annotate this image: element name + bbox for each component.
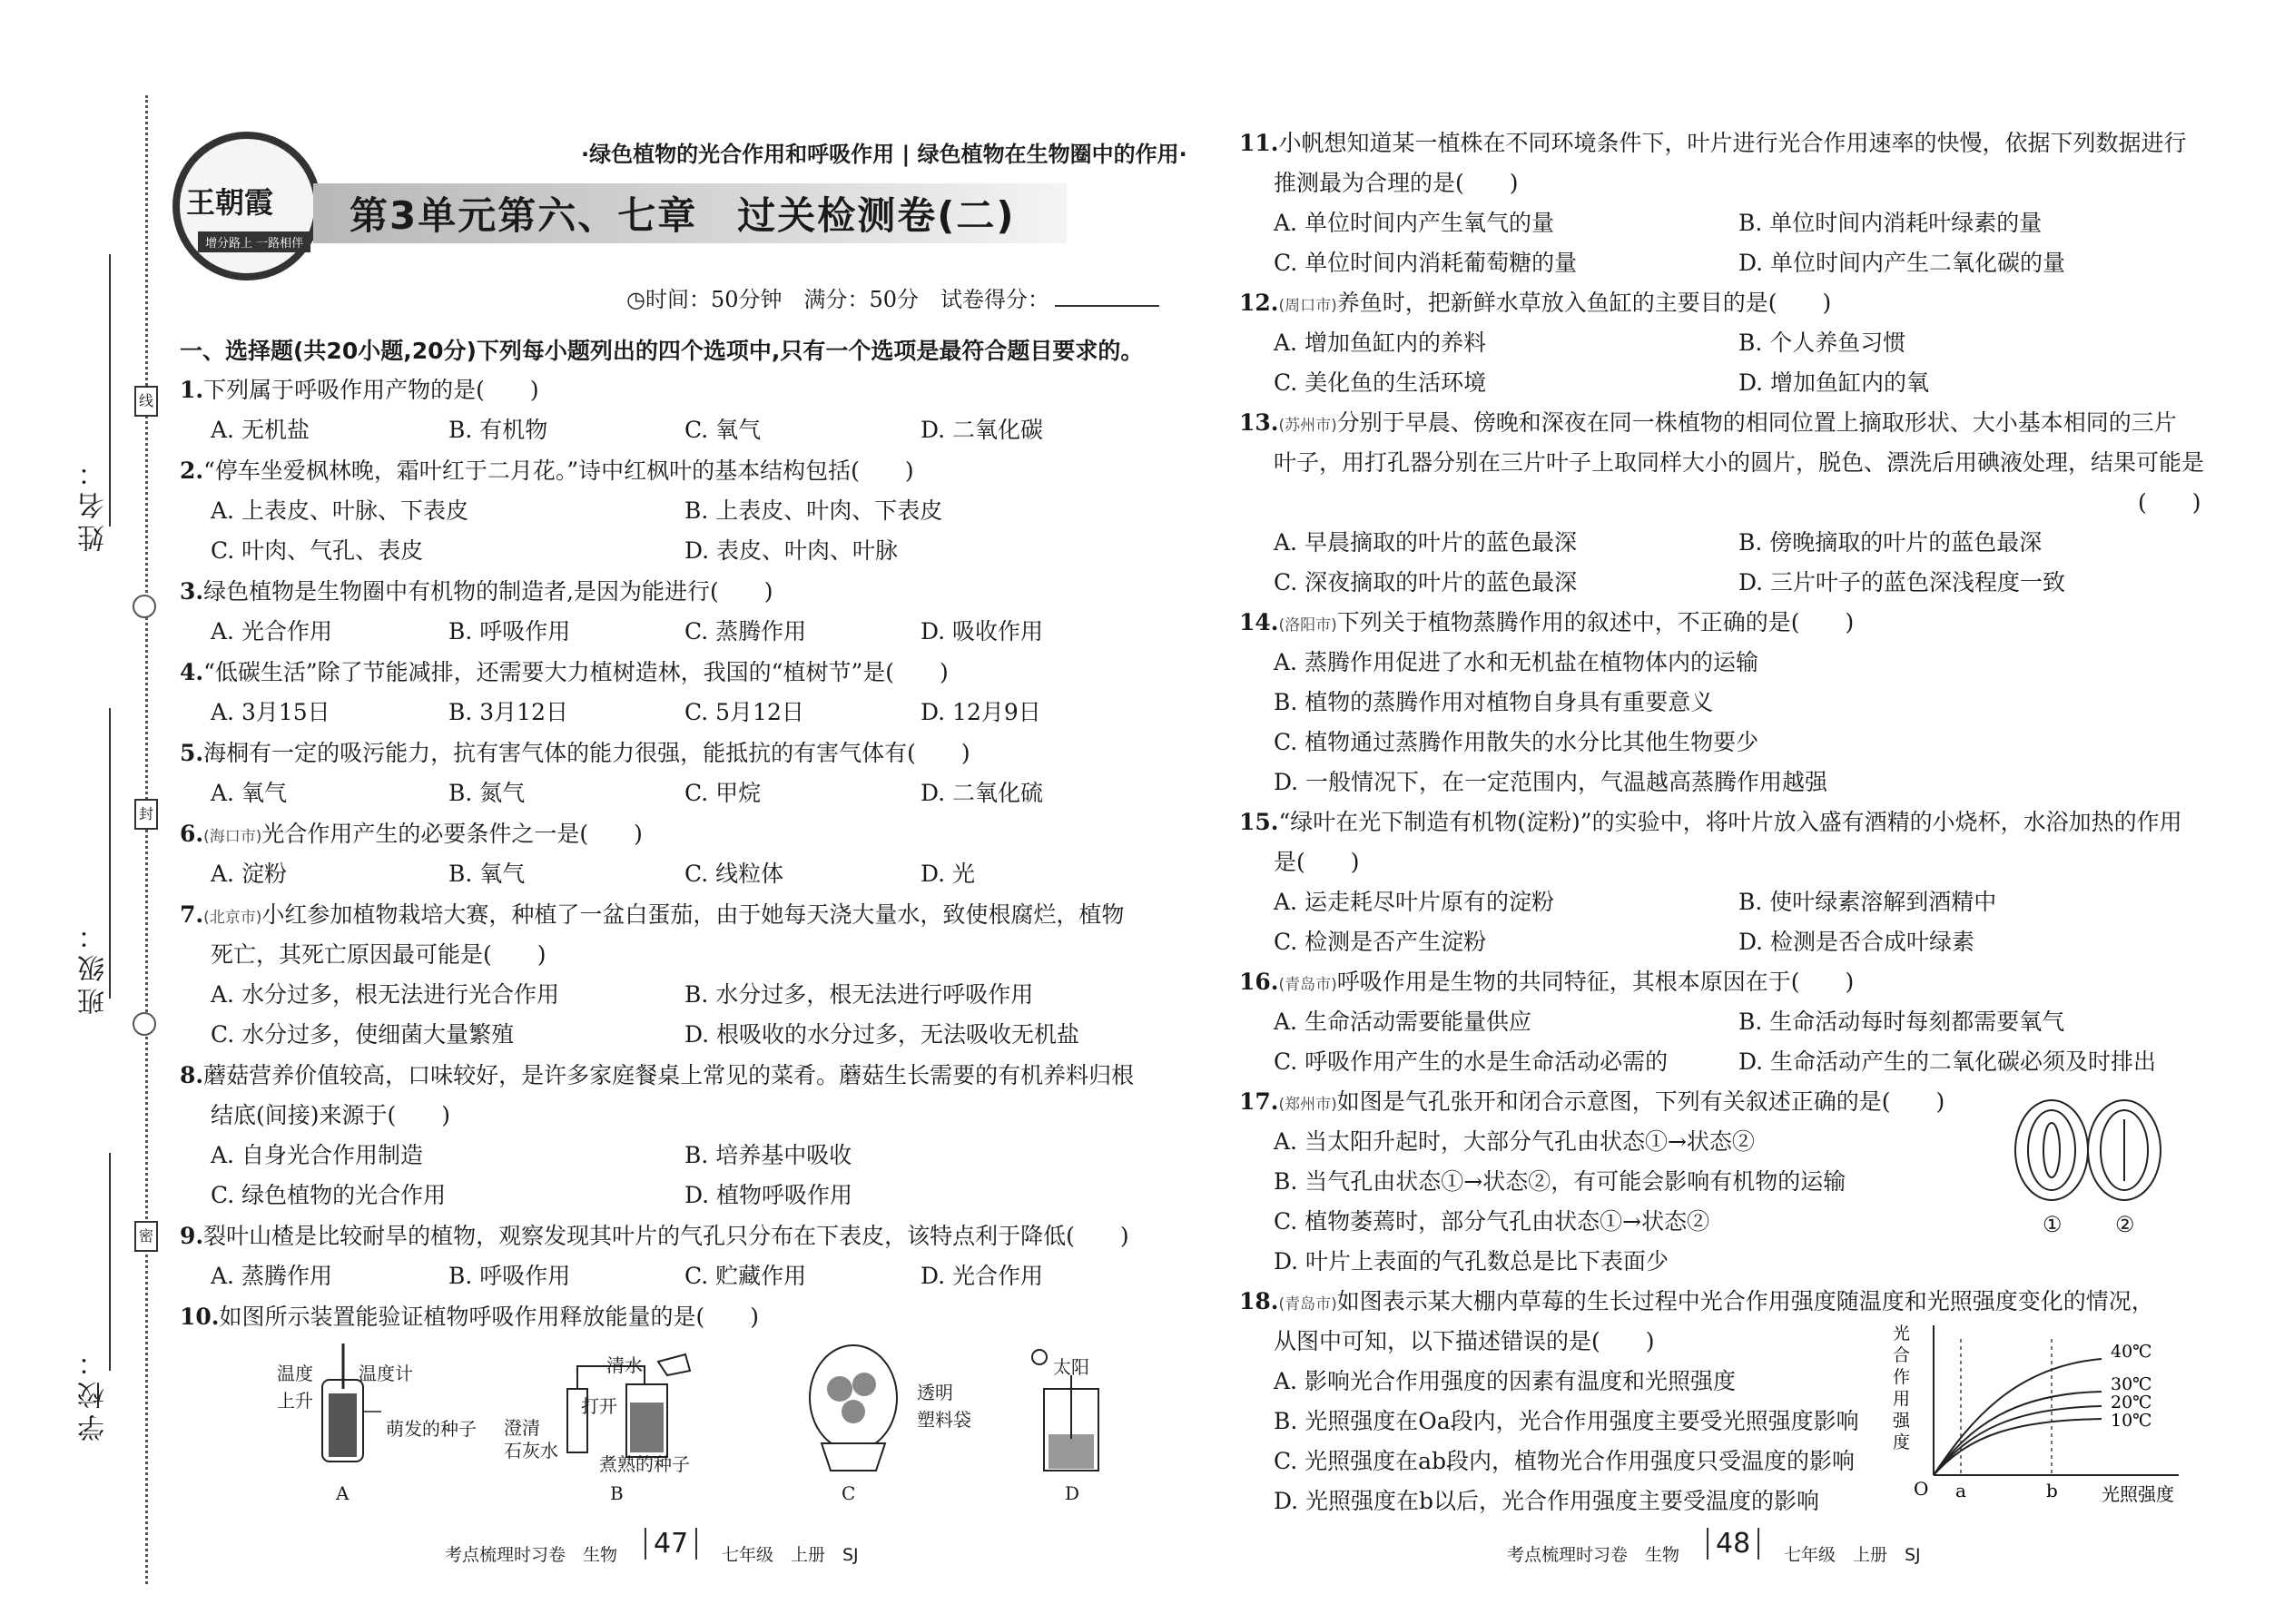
q17-option-b: B. 当气孔由状态①→状态②，有可能会影响有机物的运输 (1274, 1168, 1846, 1195)
question-18: 18.(青岛市)如图表示某大棚内草莓的生长过程中光合作用强度随温度和光照强度变化的情况， (1239, 1288, 2154, 1314)
question-16: 16.(青岛市)呼吸作用是生物的共同特征，其根本原因在于( ) (1239, 969, 1855, 995)
q10d-label: D (1065, 1482, 1080, 1504)
question-8-cont: 结底(间接)来源于( ) (211, 1102, 451, 1128)
q5-option-b: B. 氮气 (448, 780, 526, 806)
q2-option-d: D. 表皮、叶肉、叶脉 (684, 537, 899, 564)
question-13: 13.(苏州市)分别于早晨、傍晚和深夜在同一株植物的相同位置上摘取形状、大小基本相同的三片 (1239, 409, 2177, 436)
q10-figure-c (799, 1343, 917, 1480)
q2-option-a: A. 上表皮、叶脉、下表皮 (211, 497, 468, 524)
footer-left-book: 考点梳理时习卷 生物 (445, 1545, 618, 1565)
q16-option-b: B. 生命活动每时每刻都需要氧气 (1738, 1009, 2065, 1035)
q12-option-c: C. 美化鱼的生活环境 (1274, 369, 1487, 396)
q18-curve-label-20: 20℃ (2111, 1393, 2152, 1412)
q4-option-d: D. 12月9日 (921, 699, 1041, 725)
q18-option-a: A. 影响光合作用强度的因素有温度和光照强度 (1274, 1368, 1736, 1394)
binding-dotted-line (145, 95, 148, 1584)
q10c-text-1: 透明 (917, 1382, 953, 1403)
q13-option-b: B. 傍晚摘取的叶片的蓝色最深 (1738, 529, 2043, 556)
q3-option-c: C. 蒸腾作用 (684, 618, 807, 645)
q18-ylabel-4: 强 (1893, 1411, 1911, 1431)
binding-hole (133, 595, 156, 618)
q10b-label: B (610, 1482, 624, 1504)
q11-option-b: B. 单位时间内消耗叶绿素的量 (1738, 210, 2043, 236)
chapter-topic: ·绿色植物的光合作用和呼吸作用 | 绿色植物在生物圈中的作用· (581, 142, 1187, 167)
question-3: 3.绿色植物是生物圈中有机物的制造者,是因为能进行( ) (180, 578, 773, 605)
q11-option-a: A. 单位时间内产生氧气的量 (1274, 210, 1554, 236)
q12-option-a: A. 增加鱼缸内的养料 (1274, 330, 1486, 356)
section-heading: 一、选择题(共20小题,20分)下列每小题列出的四个选项中,只有一个选项是最符合题目要求的。 (180, 338, 1144, 364)
q6-option-d: D. 光 (921, 861, 976, 887)
q17-stomata-figure (2011, 1094, 2165, 1212)
q18-curve-label-40: 40℃ (2111, 1342, 2152, 1362)
q15-option-d: D. 检测是否合成叶绿素 (1738, 929, 1975, 955)
q18-tick-b: b (2046, 1480, 2058, 1501)
question-11: 11.小帆想知道某一植株在不同环境条件下，叶片进行光合作用速率的快慢，依据下列数据进行 (1239, 130, 2187, 156)
q10a-text-3: 温度计 (359, 1363, 413, 1384)
q3-option-b: B. 呼吸作用 (448, 618, 571, 645)
question-10: 10.如图所示装置能验证植物呼吸作用释放能量的是( ) (180, 1304, 760, 1330)
question-1: 1.下列属于呼吸作用产物的是( ) (180, 377, 539, 403)
question-18-cont: 从图中可知，以下描述错误的是( ) (1274, 1328, 1655, 1354)
q10a-text-2: 上升 (277, 1390, 313, 1412)
q18-curve-10 (1934, 1419, 2102, 1475)
question-4: 4.“低碳生活”除了节能减排，还需要大力植树造林，我国的“植树节”是( ) (180, 659, 949, 685)
q15-option-b: B. 使叶绿素溶解到酒精中 (1738, 889, 1997, 915)
q5-option-c: C. 甲烷 (684, 780, 762, 806)
class-label: 班级： (78, 917, 110, 1015)
footer-right-page: 48 (1707, 1528, 1759, 1560)
q6-option-c: C. 线粒体 (684, 861, 784, 887)
q4-option-b: B. 3月12日 (448, 699, 568, 725)
q10b-text-1: 清水 (606, 1354, 643, 1376)
q18-option-b: B. 光照强度在Oa段内，光合作用强度主要受光照强度影响 (1274, 1408, 1859, 1434)
q1-option-c: C. 氧气 (684, 417, 762, 443)
q8-option-b: B. 培养基中吸收 (684, 1142, 852, 1168)
exam-info: ◷时间：50分钟 满分：50分 试卷得分： (626, 287, 1050, 312)
question-9: 9.裂叶山楂是比较耐旱的植物，观察发现其叶片的气孔只分布在下表皮，该特点利于降低( ) (180, 1223, 1129, 1249)
q8-option-a: A. 自身光合作用制造 (211, 1142, 423, 1168)
q9-option-d: D. 光合作用 (921, 1263, 1044, 1289)
q17-state-1: ① (2043, 1212, 2063, 1237)
cut-mark-xian: 线 (134, 386, 158, 417)
q16-option-d: D. 生命活动产生的二氧化碳必须及时排出 (1738, 1048, 2157, 1075)
question-12: 12.(周口市)养鱼时，把新鲜水草放入鱼缸的主要目的是( ) (1239, 290, 1832, 316)
q11-option-c: C. 单位时间内消耗葡萄糖的量 (1274, 250, 1578, 276)
question-11-cont: 推测最为合理的是( ) (1274, 170, 1519, 196)
q17-option-d: D. 叶片上表面的气孔数总是比下表面少 (1274, 1248, 1669, 1275)
q16-option-c: C. 呼吸作用产生的水是生命活动必需的 (1274, 1048, 1669, 1075)
q18-curve-label-30: 30℃ (2111, 1374, 2152, 1394)
q10a-text-1: 温度 (277, 1363, 313, 1384)
q11-option-d: D. 单位时间内产生二氧化碳的量 (1738, 250, 2066, 276)
q1-option-d: D. 二氧化碳 (921, 417, 1044, 443)
footer-right-book: 考点梳理时习卷 生物 (1507, 1545, 1680, 1565)
q10b-text-4: 石灰水 (504, 1440, 558, 1462)
q18-ylabel-1: 合 (1893, 1345, 1911, 1365)
q10b-text-5: 煮熟的种子 (599, 1453, 690, 1475)
q18-ylabel-0: 光 (1893, 1324, 1911, 1343)
q14-option-a: A. 蒸腾作用促进了水和无机盐在植物体内的运输 (1274, 649, 1758, 675)
q12-option-d: D. 增加鱼缸内的氧 (1738, 369, 1930, 396)
q13-option-c: C. 深夜摘取的叶片的蓝色最深 (1274, 569, 1578, 595)
q18-tick-a: a (1955, 1480, 1966, 1501)
q6-option-a: A. 淀粉 (211, 861, 287, 887)
brand-logo-text: 王朝霞 (186, 185, 274, 220)
q1-option-a: A. 无机盐 (211, 417, 310, 443)
q15-option-a: A. 运走耗尽叶片原有的淀粉 (1274, 889, 1554, 915)
question-17: 17.(郑州市)如图是气孔张开和闭合示意图，下列有关叙述正确的是( ) (1239, 1088, 1945, 1115)
q14-option-b: B. 植物的蒸腾作用对植物自身具有重要意义 (1274, 689, 1714, 715)
brand-logo-ribbon: 增分路上 一路相伴 (198, 231, 310, 252)
q18-ylabel-5: 度 (1893, 1432, 1911, 1452)
school-label: 学校： (78, 1343, 110, 1442)
q5-option-d: D. 二氧化硫 (921, 780, 1044, 806)
q6-option-b: B. 氧气 (448, 861, 526, 887)
footer-left-page: 47 (645, 1528, 697, 1560)
school-line (109, 1153, 111, 1371)
q10a-text-4: 萌发的种子 (386, 1418, 477, 1440)
q18-xlabel: 光照强度 (2102, 1483, 2174, 1505)
footer-right-grade: 七年级 上册 SJ (1784, 1545, 1921, 1565)
q13-option-d: D. 三片叶子的蓝色深浅程度一致 (1738, 569, 2066, 595)
question-7-cont: 死亡，其死亡原因最可能是( ) (211, 941, 546, 968)
cut-mark-mi: 密 (134, 1221, 158, 1252)
q13-option-a: A. 早晨摘取的叶片的蓝色最深 (1274, 529, 1577, 556)
q13-answer-paren: ( ) (2138, 489, 2201, 516)
q12-option-b: B. 个人养鱼习惯 (1738, 330, 1906, 356)
q7-option-c: C. 水分过多，使细菌大量繁殖 (211, 1021, 515, 1048)
q9-option-c: C. 贮藏作用 (684, 1263, 807, 1289)
q1-option-b: B. 有机物 (448, 417, 548, 443)
q17-option-c: C. 植物萎蔫时，部分气孔由状态①→状态② (1274, 1208, 1710, 1235)
name-label: 姓名： (78, 454, 110, 552)
q18-curve-30 (1934, 1392, 2102, 1475)
q17-option-a: A. 当太阳升起时，大部分气孔由状态①→状态② (1274, 1128, 1755, 1155)
q10b-text-2: 打开 (581, 1395, 617, 1417)
question-5: 5.海桐有一定的吸污能力，抗有害气体的能力很强，能抵抗的有害气体有( ) (180, 740, 970, 766)
binding-hole (133, 1012, 156, 1036)
q8-option-c: C. 绿色植物的光合作用 (211, 1182, 447, 1208)
q4-option-a: A. 3月15日 (211, 699, 330, 725)
q18-ylabel-2: 作 (1893, 1367, 1911, 1387)
q18-curve-label-10: 10℃ (2111, 1411, 2152, 1431)
q3-option-d: D. 吸收作用 (921, 618, 1044, 645)
question-13-cont: 叶子，用打孔器分别在三片叶子上取同样大小的圆片，脱色、漂洗后用碘液处理，结果可能是 (1274, 449, 2205, 476)
q10d-text-1: 太阳 (1053, 1356, 1089, 1378)
q18-option-d: D. 光照强度在b以后，光合作用强度主要受温度的影响 (1274, 1488, 1820, 1514)
q8-option-d: D. 植物呼吸作用 (684, 1182, 853, 1208)
q9-option-b: B. 呼吸作用 (448, 1263, 571, 1289)
q14-option-d: D. 一般情况下，在一定范围内，气温越高蒸腾作用越强 (1274, 769, 1828, 795)
q4-option-c: C. 5月12日 (684, 699, 804, 725)
q10b-text-3: 澄清 (504, 1417, 540, 1439)
question-2: 2.“停车坐爱枫林晚，霜叶红于二月花。”诗中红枫叶的基本结构包括( ) (180, 458, 914, 484)
question-15-cont: 是( ) (1274, 849, 1360, 875)
q10c-label: C (842, 1482, 856, 1504)
q7-option-d: D. 根吸收的水分过多，无法吸收无机盐 (684, 1021, 1080, 1048)
q18-ylabel-3: 用 (1893, 1389, 1911, 1409)
q17-state-2: ② (2115, 1212, 2135, 1237)
q2-option-c: C. 叶肉、气孔、表皮 (211, 537, 424, 564)
q9-option-a: A. 蒸腾作用 (211, 1263, 332, 1289)
q16-option-a: A. 生命活动需要能量供应 (1274, 1009, 1531, 1035)
q10a-label: A (336, 1482, 350, 1504)
q18-option-c: C. 光照强度在ab段内，植物光合作用强度只受温度的影响 (1274, 1448, 1856, 1474)
q3-option-a: A. 光合作用 (211, 618, 332, 645)
q2-option-b: B. 上表皮、叶肉、下表皮 (684, 497, 943, 524)
question-8: 8.蘑菇营养价值较高，口味较好，是许多家庭餐桌上常见的菜肴。蘑菇生长需要的有机养料归根 (180, 1062, 1135, 1088)
footer-left-grade: 七年级 上册 SJ (722, 1545, 859, 1565)
q14-option-c: C. 植物通过蒸腾作用散失的水分比其他生物要少 (1274, 729, 1759, 755)
q18-origin: O (1914, 1478, 1929, 1500)
q5-option-a: A. 氧气 (211, 780, 287, 806)
question-15: 15.“绿叶在光下制造有机物(淀粉)”的实验中，将叶片放入盛有酒精的小烧杯，水浴加热的作用 (1239, 809, 2182, 835)
q10c-text-2: 塑料袋 (917, 1409, 971, 1431)
question-6: 6.(海口市)光合作用产生的必要条件之一是( ) (180, 821, 643, 847)
q7-option-a: A. 水分过多，根无法进行光合作用 (211, 981, 559, 1008)
question-14: 14.(洛阳市)下列关于植物蒸腾作用的叙述中，不正确的是( ) (1239, 609, 1855, 635)
question-7: 7.(北京市)小红参加植物栽培大赛，种植了一盆白蛋茄，由于她每天浇大量水，致使根腐烂，植物 (180, 901, 1125, 928)
q18-figure (1888, 1321, 2188, 1521)
page-title: 第3单元第六、七章 过关检测卷(二) (350, 193, 1016, 238)
score-blank (1055, 305, 1159, 307)
q15-option-c: C. 检测是否产生淀粉 (1274, 929, 1487, 955)
cut-mark-feng: 封 (134, 799, 158, 830)
q7-option-b: B. 水分过多，根无法进行呼吸作用 (684, 981, 1034, 1008)
